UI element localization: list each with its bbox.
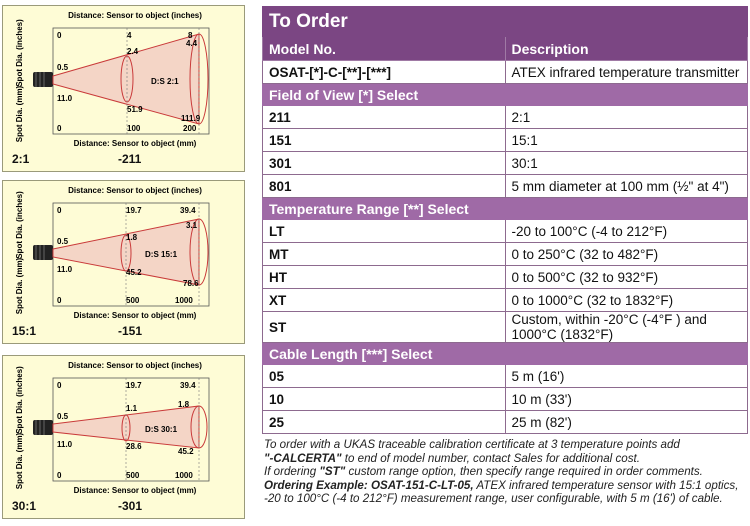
calcert-code: "-CALCERTA" xyxy=(264,451,342,465)
temperature-section-title: Temperature Range [**] Select xyxy=(263,198,748,220)
option-description: 10 m (33') xyxy=(505,388,748,411)
bottom-axis-label: Distance: Sensor to object (mm) xyxy=(73,311,197,320)
table-row xyxy=(263,266,748,289)
order-title-row xyxy=(263,7,748,37)
table-row xyxy=(263,220,748,243)
bottom-tick: 0 xyxy=(57,471,62,480)
option-description: 5 mm diameter at 100 mm (½" at 4") xyxy=(505,175,748,198)
col-model-header: Model No. xyxy=(263,37,506,61)
ukas-note xyxy=(264,438,748,465)
st-note-prefix: If ordering xyxy=(264,465,320,479)
option-code: LT xyxy=(263,220,506,243)
table-row xyxy=(263,411,748,434)
spot-inches-value: 1.8 xyxy=(178,400,190,409)
option-description: 25 m (82') xyxy=(505,411,748,434)
table-row xyxy=(263,152,748,175)
bottom-axis-label: Distance: Sensor to object (mm) xyxy=(73,139,197,148)
top-axis-label: Distance: Sensor to object (inches) xyxy=(68,11,202,20)
spot-mm-value: 45.2 xyxy=(178,447,194,456)
top-tick: 39.4 xyxy=(180,381,196,390)
top-axis-label: Distance: Sensor to object (inches) xyxy=(68,361,202,370)
option-description: 0 to 500°C (32 to 932°F) xyxy=(505,266,748,289)
option-code: 05 xyxy=(263,365,506,388)
table-row xyxy=(263,289,748,312)
card-ratio-label: 15:1 xyxy=(12,324,37,338)
spot-inches-value: 3.1 xyxy=(186,221,198,230)
top-tick: 0 xyxy=(57,381,62,390)
top-tick: 0 xyxy=(57,31,62,40)
spot-inches-value: 0.5 xyxy=(57,63,69,72)
ds-ratio-label: D:S 30:1 xyxy=(145,425,178,434)
cable-section-title: Cable Length [***] Select xyxy=(263,343,748,365)
ds-ratio-label: D:S 15:1 xyxy=(145,250,178,259)
fov-diagram-svg xyxy=(3,181,246,345)
top-tick: 19.7 xyxy=(126,381,142,390)
ordering-example-text: ATEX infrared temperature sensor with 15:1 optics, -20 to 100°C (-4 to 212°F) measurement range, user configurable, with 5 m (16') of cable. xyxy=(264,478,739,506)
bottom-tick: 0 xyxy=(57,124,62,133)
spot-mm-value: 45.2 xyxy=(126,268,142,277)
bottom-tick: 0 xyxy=(57,296,62,305)
top-tick: 19.7 xyxy=(126,206,142,215)
bottom-tick: 100 xyxy=(127,124,141,133)
temperature-section-header xyxy=(263,198,748,220)
spot-dia-mm-label: Spot Dia. (mm) xyxy=(15,85,24,143)
ordering-example xyxy=(264,479,748,506)
spot-mm-value: 11.0 xyxy=(57,94,73,103)
option-description: 5 m (16') xyxy=(505,365,748,388)
table-row xyxy=(263,312,748,343)
option-code: 10 xyxy=(263,388,506,411)
spot-dia-inches-label: Spot Dia. (inches) xyxy=(15,19,24,87)
fov-diagram-svg xyxy=(3,6,246,173)
spot-inches-value: 4.4 xyxy=(186,39,198,48)
table-row xyxy=(263,175,748,198)
ordering-example-label: Ordering Example: OSAT-151-C-LT-05, xyxy=(264,478,474,492)
spot-dia-inches-label: Spot Dia. (inches) xyxy=(15,191,24,259)
card-ratio-label: 2:1 xyxy=(12,152,30,166)
option-code: 301 xyxy=(263,152,506,175)
ukas-note-line1: To order with a UKAS traceable calibration certificate at 3 temperature points add xyxy=(264,438,680,451)
option-description: 15:1 xyxy=(505,129,748,152)
spot-mm-value: 28.6 xyxy=(126,442,142,451)
model-description: ATEX infrared temperature transmitter xyxy=(505,61,748,84)
st-code: "ST" xyxy=(319,465,346,479)
option-code: ST xyxy=(263,312,506,343)
fov-diagram-301 xyxy=(2,355,245,519)
bottom-tick: 500 xyxy=(126,296,140,305)
top-tick: 0 xyxy=(57,206,62,215)
option-description: Custom, within -20°C (-4°F ) and 1000°C (1832°F) xyxy=(505,312,748,343)
bottom-tick: 200 xyxy=(183,124,197,133)
spot-mm-value: 11.0 xyxy=(57,265,73,274)
bottom-tick: 500 xyxy=(126,471,140,480)
fov-diagram-151 xyxy=(2,180,245,344)
top-tick: 8 xyxy=(188,31,193,40)
table-row xyxy=(263,129,748,152)
option-description: 0 to 250°C (32 to 482°F) xyxy=(505,243,748,266)
model-code: OSAT-[*]-C-[**]-[***] xyxy=(263,61,506,84)
st-note xyxy=(264,465,748,479)
order-title: To Order xyxy=(263,7,748,37)
spot-inches-value: 0.5 xyxy=(57,412,69,421)
bottom-axis-label: Distance: Sensor to object (mm) xyxy=(73,486,197,495)
option-description: 0 to 1000°C (32 to 1832°F) xyxy=(505,289,748,312)
table-row xyxy=(263,243,748,266)
top-tick: 4 xyxy=(127,31,132,40)
st-note-suffix: custom range option, then specify range required in order comments. xyxy=(345,465,703,479)
spot-inches-value: 1.8 xyxy=(126,233,138,242)
spot-dia-mm-label: Spot Dia. (mm) xyxy=(15,257,24,315)
table-row xyxy=(263,106,748,129)
card-model-suffix: -211 xyxy=(118,152,142,166)
spot-mm-value: 78.6 xyxy=(183,279,199,288)
model-row xyxy=(263,61,748,84)
bottom-tick: 1000 xyxy=(175,471,193,480)
option-description: 30:1 xyxy=(505,152,748,175)
fov-section-title: Field of View [*] Select xyxy=(263,84,748,106)
top-axis-label: Distance: Sensor to object (inches) xyxy=(68,186,202,195)
option-code: 801 xyxy=(263,175,506,198)
spot-mm-value: 111.9 xyxy=(181,114,201,123)
cable-section-header xyxy=(263,343,748,365)
option-code: HT xyxy=(263,266,506,289)
ukas-note-line2: to end of model number, contact Sales for additional cost. xyxy=(341,451,640,465)
spot-mm-value: 11.0 xyxy=(57,440,73,449)
spot-dia-mm-label: Spot Dia. (mm) xyxy=(15,432,24,490)
spot-inches-value: 0.5 xyxy=(57,237,69,246)
option-description: 2:1 xyxy=(505,106,748,129)
option-description: -20 to 100°C (-4 to 212°F) xyxy=(505,220,748,243)
fov-section-header xyxy=(263,84,748,106)
option-code: XT xyxy=(263,289,506,312)
fov-diagram-svg xyxy=(3,356,246,520)
spot-inches-value: 2.4 xyxy=(127,47,139,56)
option-code: 151 xyxy=(263,129,506,152)
top-tick: 39.4 xyxy=(180,206,196,215)
card-ratio-label: 30:1 xyxy=(12,499,37,513)
option-code: 211 xyxy=(263,106,506,129)
fov-diagram-211 xyxy=(2,5,245,172)
card-model-suffix: -151 xyxy=(118,324,143,338)
spot-mm-value: 51.9 xyxy=(127,105,143,114)
bottom-tick: 1000 xyxy=(175,296,193,305)
spot-dia-inches-label: Spot Dia. (inches) xyxy=(15,366,24,434)
column-header-row xyxy=(263,37,748,61)
table-row xyxy=(263,388,748,411)
card-model-suffix: -301 xyxy=(118,499,143,513)
option-code: MT xyxy=(263,243,506,266)
col-description-header: Description xyxy=(505,37,748,61)
order-table xyxy=(262,6,748,434)
order-notes xyxy=(264,438,748,506)
spot-inches-value: 1.1 xyxy=(126,404,138,413)
ds-ratio-label: D:S 2:1 xyxy=(151,77,179,86)
option-code: 25 xyxy=(263,411,506,434)
table-row xyxy=(263,365,748,388)
